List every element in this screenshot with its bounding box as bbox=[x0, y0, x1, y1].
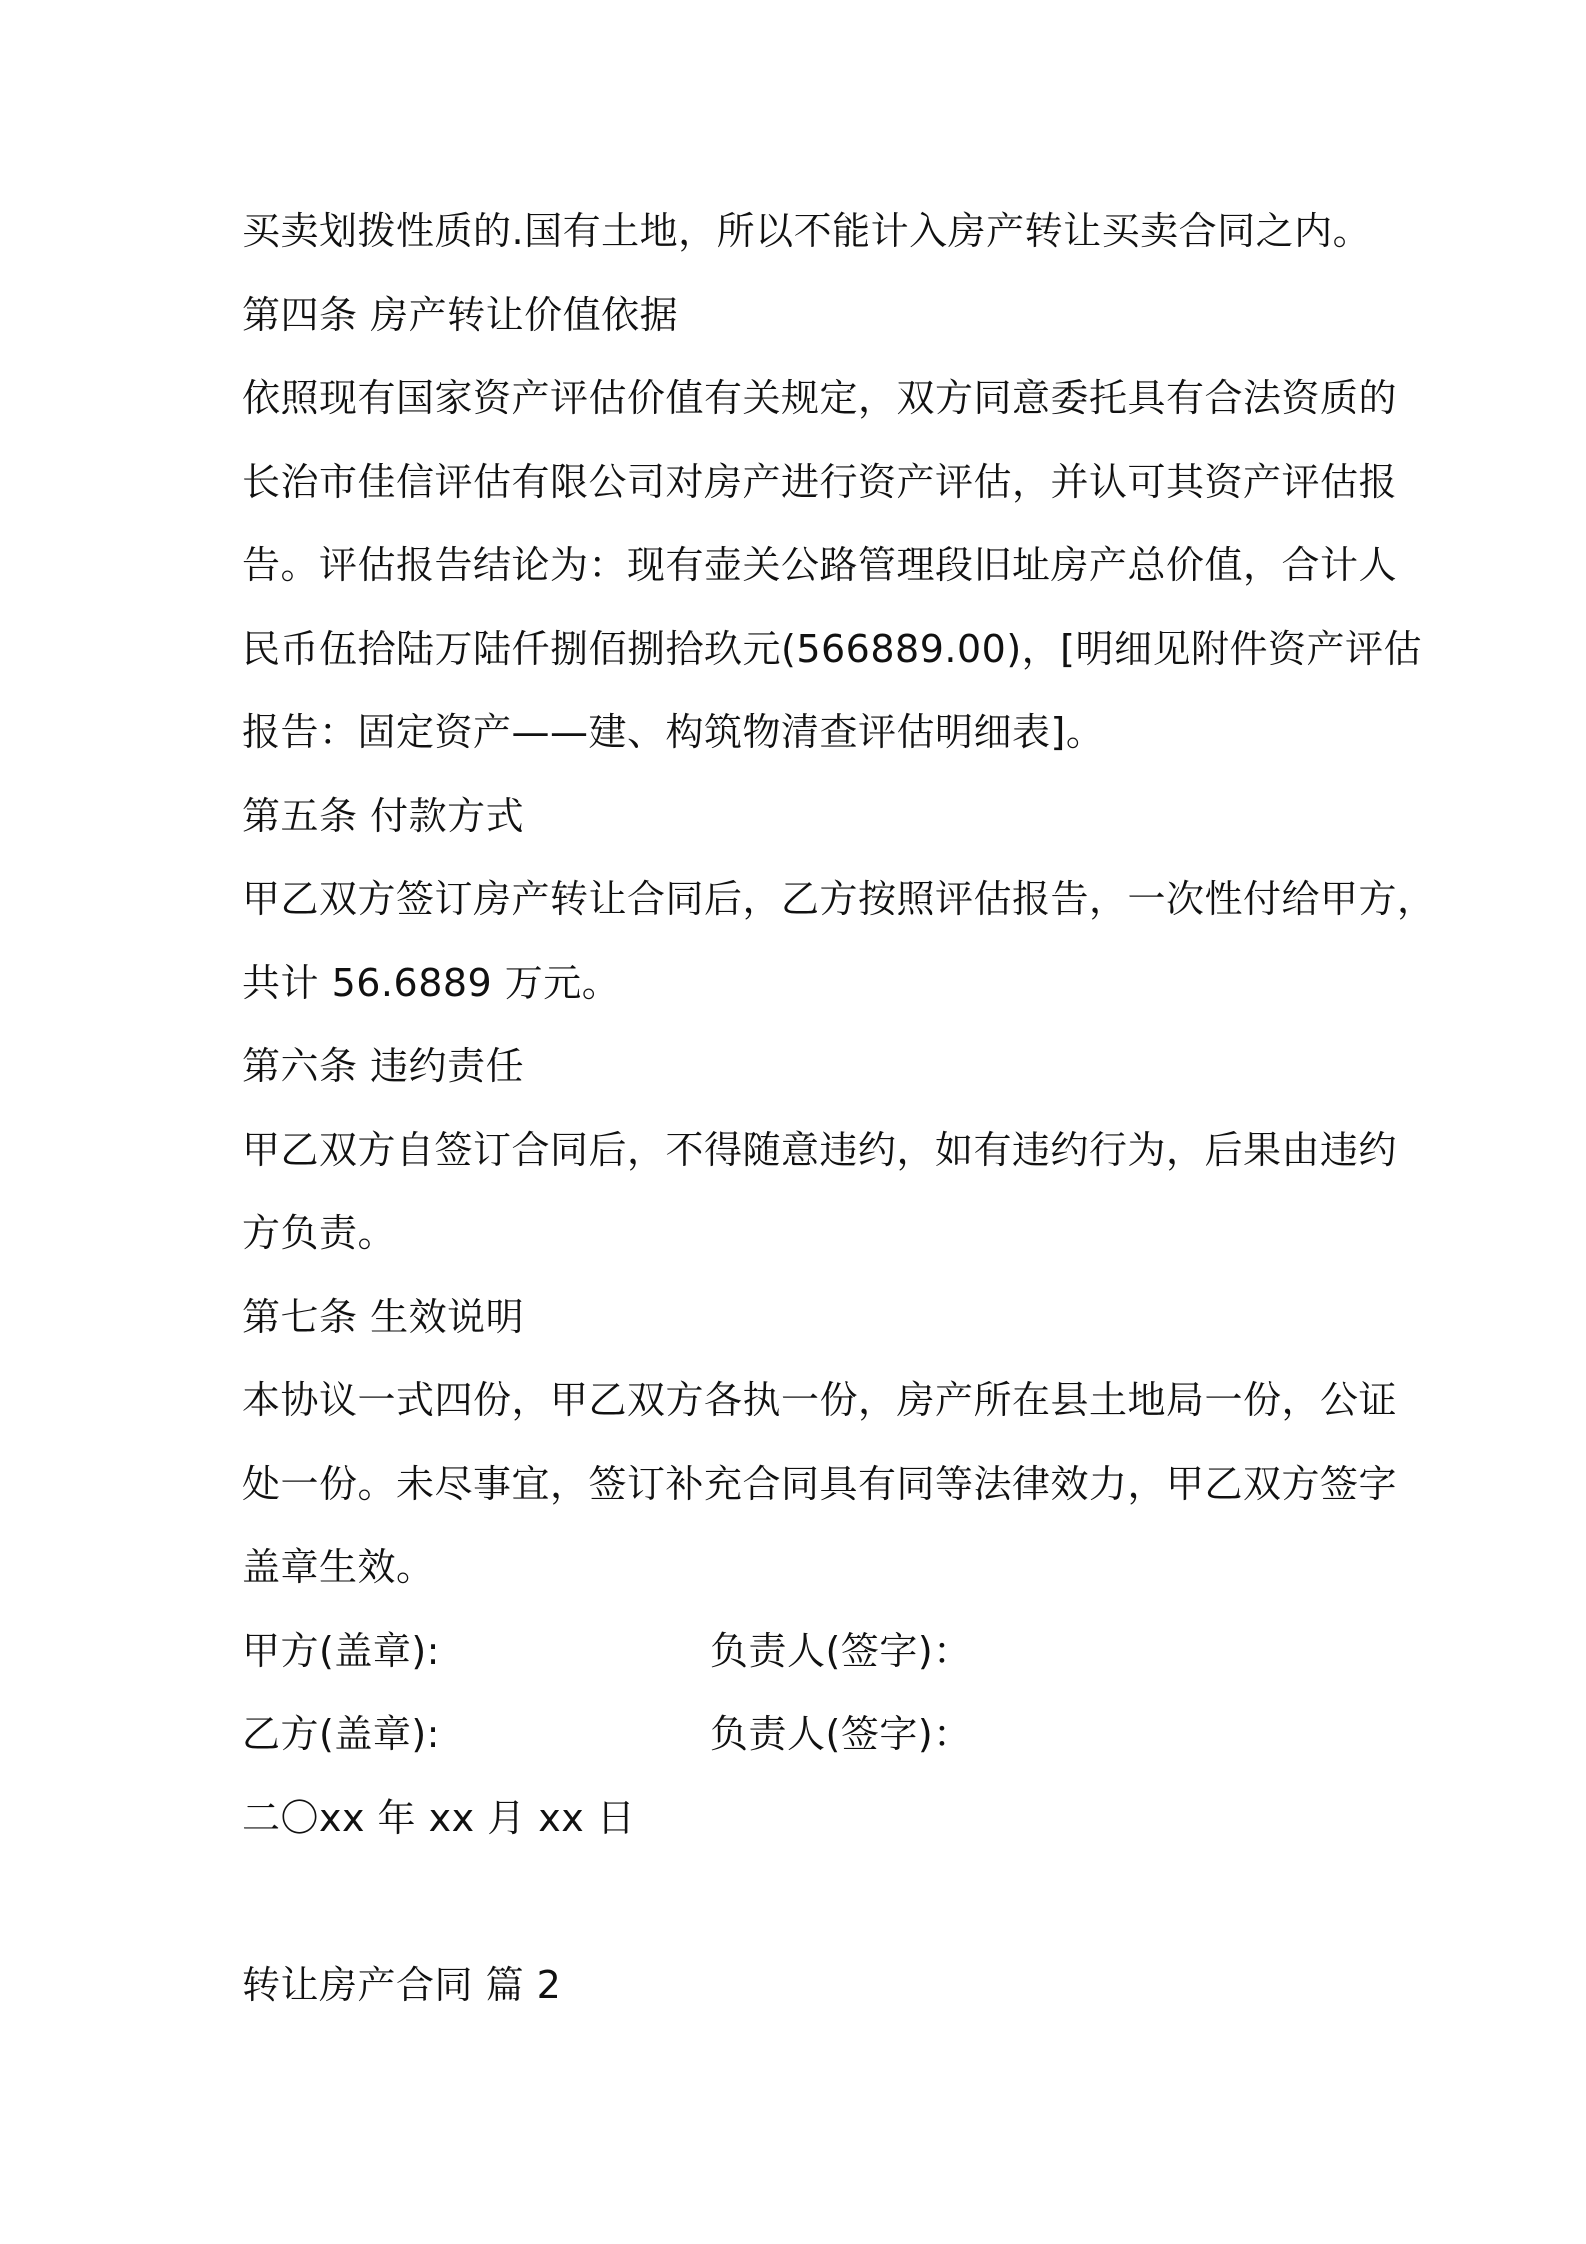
article-4-line: 长治市佳信评估有限公司对房产进行资产评估，并认可其资产评估报 bbox=[242, 459, 1398, 504]
article-5-line: 共计 56.6889 万元。 bbox=[242, 960, 621, 1005]
article-4-line: 民币伍拾陆万陆仟捌佰捌拾玖元(566889.00)，[明细见附件资产评估 bbox=[242, 626, 1422, 671]
party-b-person-label: 负责人(签字)： bbox=[710, 1712, 972, 1756]
party-b-seal-label: 乙方(盖章): bbox=[242, 1712, 440, 1756]
article-6-line: 甲乙双方自签订合同后，不得随意违约，如有违约行为，后果由违约 bbox=[242, 1127, 1398, 1172]
article-4-heading: 第四条 房产转让价值依据 bbox=[242, 292, 679, 337]
next-section-title: 转让房产合同 篇 2 bbox=[242, 1962, 562, 2007]
article-4-line: 报告：固定资产——建、构筑物清查评估明细表]。 bbox=[242, 710, 1105, 754]
article-5-heading: 第五条 付款方式 bbox=[242, 793, 525, 838]
party-a-seal-label: 甲方(盖章): bbox=[242, 1628, 440, 1673]
signature-row-party-b bbox=[242, 1699, 1352, 1783]
document-page bbox=[242, 196, 1436, 2033]
article-7-heading: 第七条 生效说明 bbox=[242, 1294, 525, 1339]
signature-row-party-a bbox=[242, 1616, 1352, 1700]
article-4-line: 依照现有国家资产评估价值有关规定，双方同意委托具有合法资质的 bbox=[242, 376, 1398, 420]
article-7-line: 处一份。未尽事宜，签订补充合同具有同等法律效力，甲乙双方签字 bbox=[242, 1461, 1398, 1506]
party-a-person-label: 负责人(签字)： bbox=[710, 1628, 972, 1673]
article-7-line: 盖章生效。 bbox=[242, 1545, 435, 1589]
contract-date: 二〇xx 年 xx 月 xx 日 bbox=[242, 1795, 636, 1840]
blank-spacer bbox=[242, 1866, 1352, 1950]
article-6-line: 方负责。 bbox=[242, 1211, 397, 1255]
paragraph-line: 买卖划拨性质的.国有土地，所以不能计入房产转让买卖合同之内。 bbox=[242, 209, 1372, 253]
article-6-heading: 第六条 违约责任 bbox=[242, 1044, 525, 1088]
article-4-line: 告。评估报告结论为：现有壶关公路管理段旧址房产总价值，合计人 bbox=[242, 543, 1398, 587]
article-7-line: 本协议一式四份，甲乙双方各执一份，房产所在县土地局一份，公证 bbox=[242, 1378, 1398, 1422]
article-5-line: 甲乙双方签订房产转让合同后，乙方按照评估报告，一次性付给甲方， bbox=[242, 877, 1436, 921]
